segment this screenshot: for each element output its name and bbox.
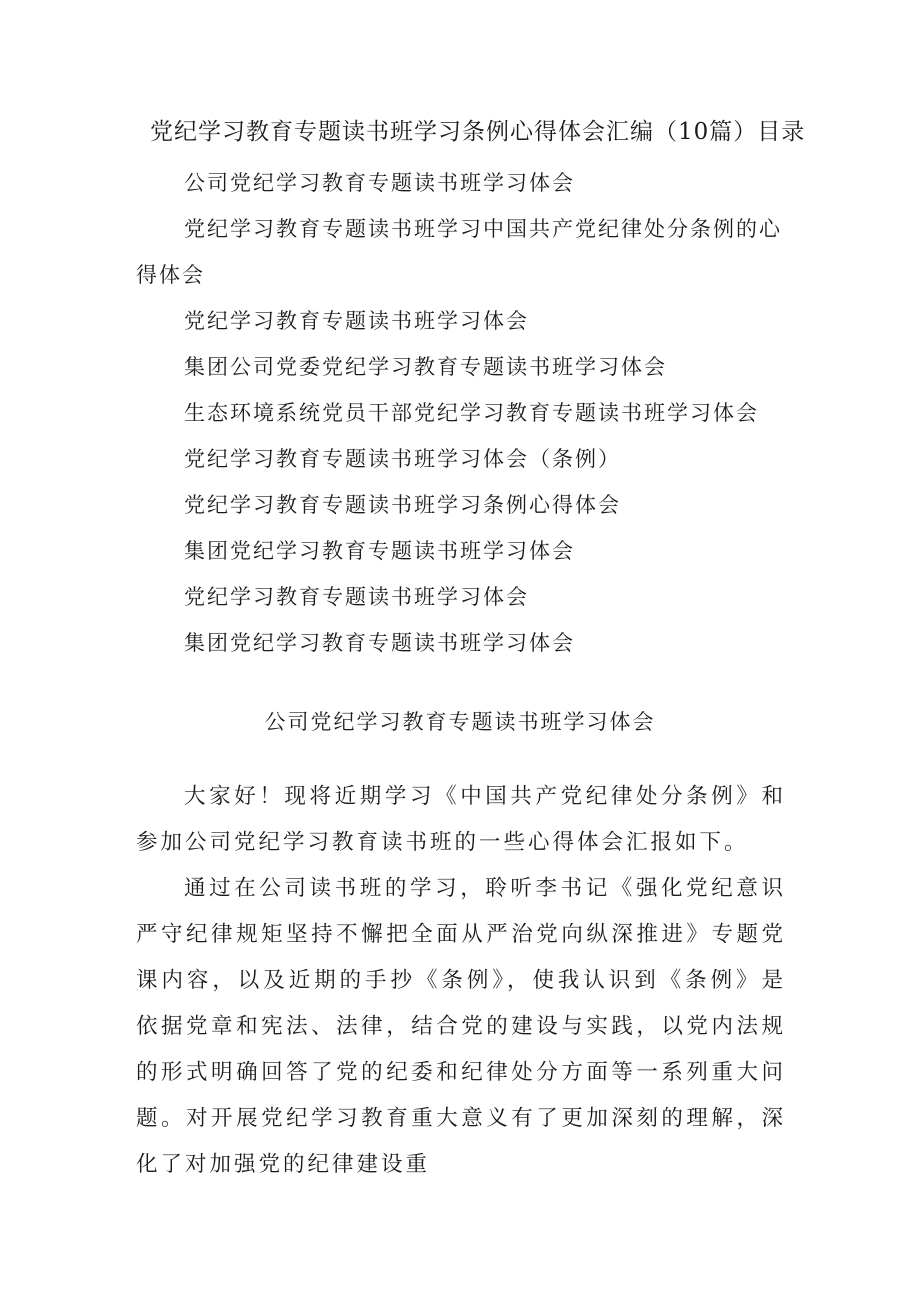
toc-item-6[interactable]: 党纪学习教育专题读书班学习体会（条例） xyxy=(184,447,621,471)
toc-item-3[interactable]: 党纪学习教育专题读书班学习体会 xyxy=(184,309,529,333)
body-text xyxy=(136,774,786,1188)
toc-item-1[interactable]: 公司党纪学习教育专题读书班学习体会 xyxy=(184,171,575,195)
toc-item-5[interactable]: 生态环境系统党员干部党纪学习教育专题读书班学习体会 xyxy=(184,401,759,425)
toc-item-7[interactable]: 党纪学习教育专题读书班学习条例心得体会 xyxy=(184,493,621,517)
paragraph: 大家好！现将近期学习《中国共产党纪律处分条例》和参加公司党纪学习教育读书班的一些心得体会汇报如下。 xyxy=(136,784,786,855)
paragraph: 通过在公司读书班的学习，聆听李书记《强化党纪意识严守纪律规矩坚持不懈把全面从严治党向纵深推进》专题党课内容，以及近期的手抄《条例》，使我认识到《条例》是依据党章和宪法、法律，结合党的建设与实践，以党内法规的形式明确回答了党的纪委和纪律处分方面等一系列重大问题。对开展党纪学习教育重大意义有了更加深刻的理解，深化了对加强党的纪律建设重 xyxy=(136,876,786,1177)
toc-item-10[interactable]: 集团党纪学习教育专题读书班学习体会 xyxy=(184,631,575,655)
toc-item-8[interactable]: 集团党纪学习教育专题读书班学习体会 xyxy=(184,539,575,563)
table-of-contents xyxy=(136,160,786,666)
toc-item-9[interactable]: 党纪学习教育专题读书班学习体会 xyxy=(184,585,529,609)
section-heading: 公司党纪学习教育专题读书班学习体会 xyxy=(264,710,656,734)
toc-item-4[interactable]: 集团公司党委党纪学习教育专题读书班学习体会 xyxy=(184,355,667,379)
toc-item-2[interactable]: 党纪学习教育专题读书班学习中国共产党纪律处分条例的心得体会 xyxy=(136,217,782,287)
toc-title: 党纪学习教育专题读书班学习条例心得体会汇编（10篇）目录 xyxy=(150,119,806,145)
